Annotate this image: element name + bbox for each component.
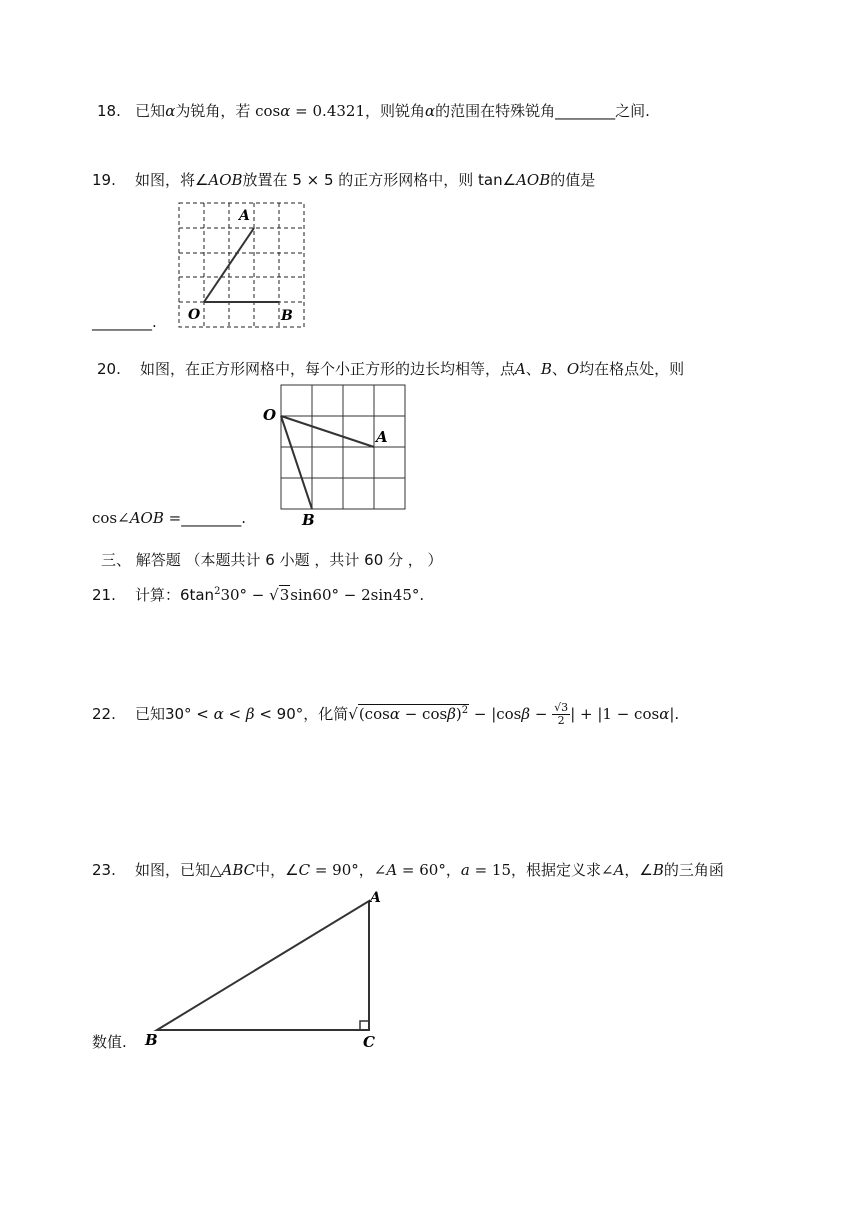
q20-answer-line: cos∠AOB =________. [92,509,246,527]
label-O: O [188,307,201,323]
answer-blank: ________ [555,102,616,120]
question-20: 20. 如图，在正方形网格中，每个小正方形的边长均相等，点A、B、O均在格点处，则 [97,360,685,378]
segment-OA [281,416,374,447]
triangle-ABC [157,901,369,1030]
label-B: B [281,308,293,324]
question-number: 23. [92,861,116,879]
question-21: 21. 计算：$6\tan^230^\circ - √3\sin 60^\circ - 2\sin 45^\circ$. [92,586,425,604]
label-O: O [263,406,277,424]
segment-OB [281,416,312,509]
q20-grid-figure [262,380,412,530]
question-18: 18. 已知α为锐角，若 cosα = 0.4321，则锐角α的范围在特殊锐角________之间. [97,102,650,120]
q19-grid-figure [175,198,310,330]
question-number: 22. [92,705,116,723]
fraction-sqrt3-over-2: $\frac{√3}{2}$ [554,701,569,727]
question-23: 23. 如图，已知△ABC中，∠C = 90°，∠A = 60°，a = 15，根据定义求∠A，∠B的三角函 [92,861,724,879]
q19-answer-line: ________. [92,313,157,331]
question-number: 19. [92,171,116,189]
label-A: A [370,890,381,906]
sqrt-3: √3 [269,586,290,604]
label-B: B [302,511,315,529]
question-19: 19. 如图，将∠AOB放置在 5 × 5 的正方形网格中，则 tan∠AOB的值是 [92,171,596,189]
question-number: 20. [97,360,121,378]
label-B: B [145,1031,158,1049]
question-number: 18. [97,102,121,120]
section-heading: 三、 解答题 （本题共计 6 小题 ，共计 60 分 ， ） [101,551,443,569]
q23-line-2: 数值. [92,1033,127,1051]
question-number: 21. [92,586,116,604]
answer-blank: ________ [92,313,152,331]
sqrt-expression: $√(\cos\alpha - \cos\beta)^2$ [348,705,469,723]
label-C: C [363,1033,375,1051]
right-angle-marker [360,1021,369,1030]
question-22: 22. 已知30° < α < β < 90°，化简$√(\cos\alpha - \cos\beta)^2 - |\cos\beta$ − $\frac{√3}{2}$ | + |1 − cosα|. [92,701,680,727]
label-A: A [239,208,250,224]
answer-blank: ________ [181,509,242,527]
label-A: A [376,428,388,446]
q23-triangle-figure [140,885,390,1053]
